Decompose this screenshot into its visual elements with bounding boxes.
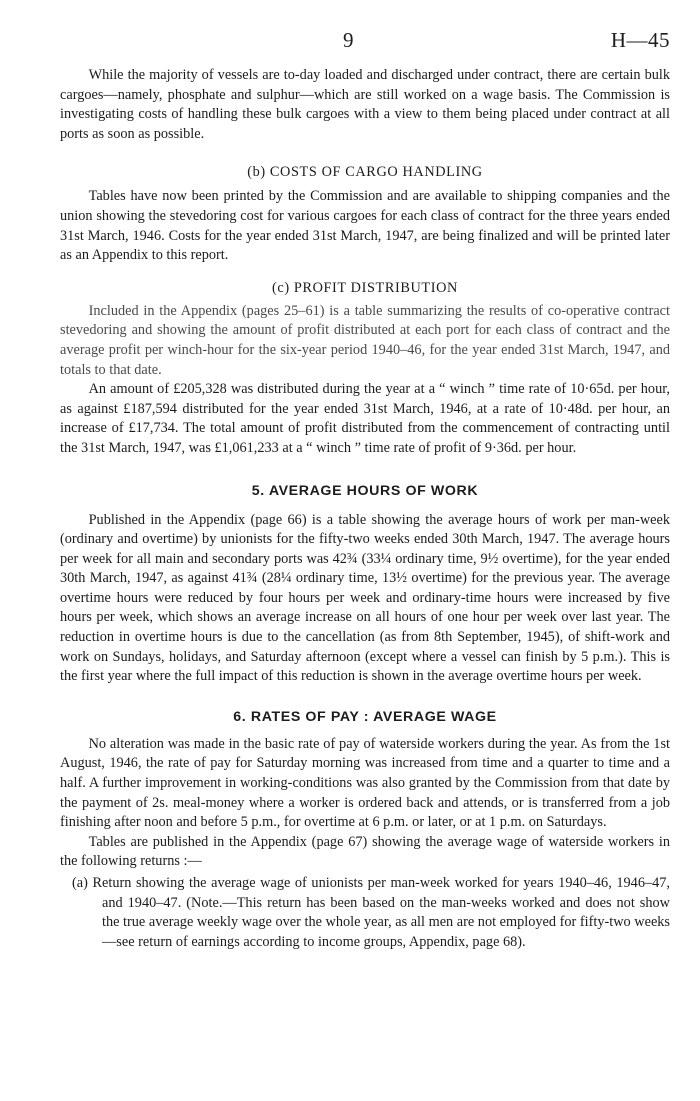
section-c-paragraph-2: An amount of £205,328 was distributed during the year at a “ winch ” time rate of 10·65d. per hour, as against £187,594 distributed for the year ended 31st March, 1946, at a rate of 10·48d. per hour, an increase of £17,734. The total amount of profit distributed from the commencement of contracting until the 31st March, 1947, was £1,061,233 at a “ winch ” time rate of profit of 9·36d. per hour. <box>60 381 670 456</box>
section-c-heading: (c) PROFIT DISTRIBUTION <box>272 279 458 296</box>
list-item-a: (a) Return showing the average wage of unionists per man-week worked for years 1940–46, 1946–47, and 1940–47. (Note.—This return has been based on the man-weeks worked and does not show the true average weekly wage over the whole year, as all men are not employed for fifty-two weeks—see return of earnings according to income groups, Appendix, page 68). <box>72 875 670 950</box>
section-b-heading: (b) COSTS OF CARGO HANDLING <box>247 164 483 181</box>
document-reference: H—45 <box>610 28 670 52</box>
section-b-paragraph: Tables have now been printed by the Commission and are available to shipping companies and the union showing the stevedoring cost for various cargoes for each class of contract for the three years ended 31st March, 1946. Costs for the year ended 31st March, 1947, are being finalized and will be printed later as an Appendix to this report. <box>60 188 670 264</box>
section-6-heading: 6. RATES OF PAY : AVERAGE WAGE <box>233 708 497 725</box>
section-c-paragraph-1: Included in the Appendix (pages 25–61) is a table summarizing the results of co-operative contract stevedoring and showing the amount of profit distributed at each port for each class of contract and the average profit per winch-hour for the six-year period 1940–46, for the year ended 31st March, 1947, and totals to that date. <box>60 302 670 378</box>
section-5-paragraph: Published in the Appendix (page 66) is a table showing the average hours of work per man-week (ordinary and overtime) by unionists for the fifty-two weeks ended 30th March, 1947. The average hours per week for all main and secondary ports was 42¾ (33¼ ordinary time, 9½ overtime), for the year ended 30th March, 1947, as against 41¾ (28¼ ordinary time, 13½ overtime) for the previous year. The average overtime hours were reduced by four hours per week and ordinary-time hours were increased by five hours per week, which shows an average increase on all hours of one hour per week over last year. The reduction in overtime hours is due to the cancellation (as from 8th September, 1945), of shift-work and work on Sundays, holidays, and Saturday afternoon (except where a vessel can finish by 5 p.m.). This is the first year where the full impact of this reduction is shown in the average overtime hours per week. <box>60 511 670 685</box>
section-6-paragraph-1: No alteration was made in the basic rate of pay of waterside workers during the year. As from the 1st August, 1946, the rate of pay for Saturday morning was increased from time and a quarter to time and a half. A further improvement in working-conditions was also granted by the Commission from that date by the payment of 2s. meal-money where a worker is ordered back and attends, or is transferred from a job finishing after noon and before 5 p.m., for overtime at 6 p.m. or later, or at 1 p.m. on Saturdays. <box>60 735 670 831</box>
section-5-heading: 5. AVERAGE HOURS OF WORK <box>251 482 479 499</box>
page-number: 9 <box>343 28 354 52</box>
page-body <box>60 66 670 952</box>
section-6-paragraph-2: Tables are published in the Appendix (page 67) showing the average wage of waterside workers in the following returns :— <box>60 833 670 870</box>
intro-paragraph: While the majority of vessels are to-day loaded and discharged under contract, there are certain bulk cargoes—namely, phosphate and sulphur—which are still worked on a wage basis. The Commission is investigating costs of handling these bulk cargoes with a view to them being placed under contract at all ports as soon as possible. <box>60 67 670 142</box>
